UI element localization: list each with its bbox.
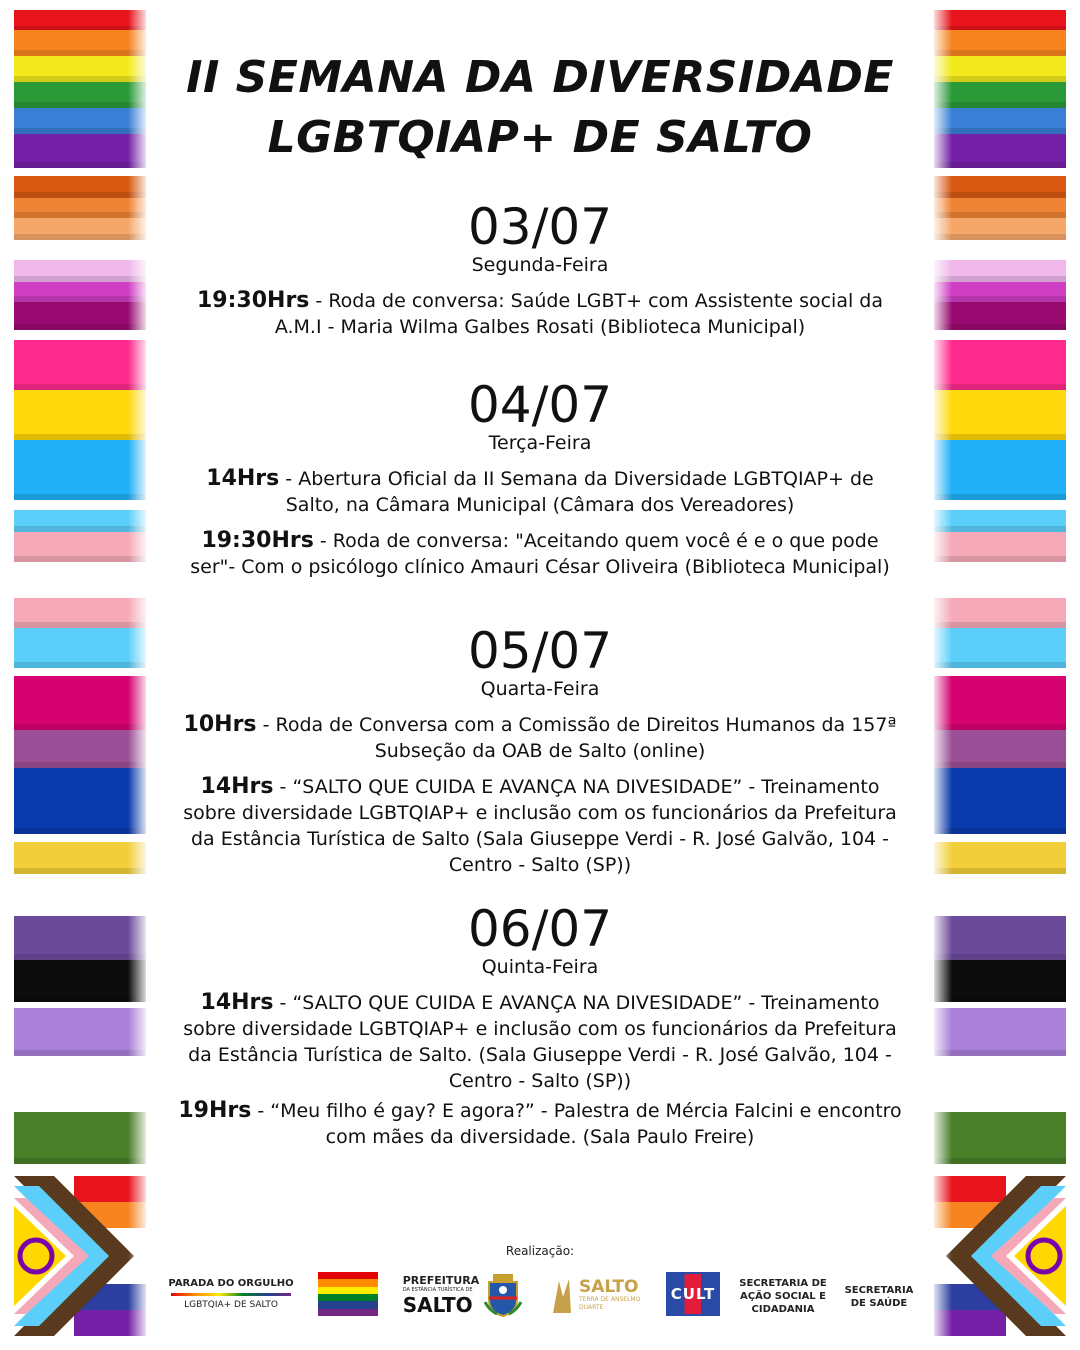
event-description: - Roda de Conversa com a Comissão de Direitos Humanos da 157ª Subseção da OAB de Salto (online)	[256, 714, 897, 762]
lesbian-stripe-5	[934, 282, 1066, 302]
rainbow-green-stripe	[14, 82, 146, 108]
left-border-shade	[128, 0, 148, 1350]
secretaria-saude-logo	[842, 1280, 916, 1314]
event-day-3-2	[178, 774, 902, 878]
footer-realizacao-label: Realização:	[505, 1244, 575, 1258]
rainbow-blue-stripe	[14, 108, 146, 134]
lesbian-stripe-6	[934, 302, 1066, 330]
event-day-3-1	[178, 712, 902, 764]
bi-pink-stripe	[14, 676, 146, 730]
date-day-4: 06/07	[467, 900, 613, 958]
poster-title-line-2: LGBTQIAP+ DE SALTO	[267, 112, 813, 163]
acao-social-text: SECRETARIA DE AÇÃO SOCIAL E CIDADANIA	[739, 1277, 827, 1315]
weekday-day-4: Quinta-Feira	[481, 956, 599, 978]
ace-green-stripe	[14, 1112, 146, 1164]
left-flag-border	[0, 0, 148, 1350]
lesbian-stripe-1	[934, 176, 1066, 198]
bi-purple-stripe	[934, 730, 1066, 768]
rainbow-yellow-stripe	[934, 56, 1066, 82]
right-border-shade	[932, 0, 952, 1350]
pan-yellow-stripe	[934, 390, 1066, 440]
weekday-day-3: Quarta-Feira	[480, 678, 600, 700]
salto-bird-icon	[549, 1275, 575, 1315]
rainbow-yellow-stripe	[14, 56, 146, 82]
progress-pride-chevron-left	[14, 1176, 146, 1336]
nb-purple-stripe	[934, 916, 1066, 960]
coat-of-arms-icon	[483, 1272, 523, 1318]
event-day-4-2	[178, 1098, 902, 1150]
lesbian-stripe-3	[14, 218, 146, 240]
date-day-3: 05/07	[467, 622, 613, 680]
salto-word: SALTO	[579, 1277, 639, 1297]
poster-title-line-1: II SEMANA DA DIVERSIDADE	[186, 52, 894, 103]
rainbow-orange-stripe	[14, 30, 146, 56]
parada-orgulho-logo	[166, 1270, 296, 1318]
event-time: 14Hrs	[200, 990, 274, 1015]
pan-pink-stripe	[14, 340, 146, 390]
event-description: - “SALTO QUE CUIDA E AVANÇA NA DIVESIDADE” - Treinamento sobre diversidade LGBTQIAP+ e inclusão com os funcionários da Prefeitura da Estância Turística de Salto. (Sala Giuseppe Verdi - R. José Galvão, 104 - Centro - Salto (SP))	[183, 992, 897, 1092]
event-time: 14Hrs	[206, 466, 280, 491]
event-description: - “SALTO QUE CUIDA E AVANÇA NA DIVESIDADE” - Treinamento sobre diversidade LGBTQIAP+ e inclusão com os funcionários da Prefeitura da Estância Turística de Salto (Sala Giuseppe Verdi - R. José Galvão, 104 - Centro - Salto (SP))	[183, 776, 897, 876]
pan-pink-stripe	[934, 340, 1066, 390]
trans-blue-stripe-2	[934, 628, 1066, 668]
prefeitura-word: PREFEITURA	[402, 1273, 480, 1287]
pan-blue-stripe	[934, 440, 1066, 500]
lesbian-stripe-1	[14, 176, 146, 198]
event-day-2-2	[178, 528, 902, 580]
event-day-1-1	[178, 288, 902, 340]
nb-yellow-stripe	[934, 842, 1066, 874]
rainbow-blue-stripe	[934, 108, 1066, 134]
rainbow-underline	[171, 1293, 291, 1296]
lesbian-stripe-5	[14, 282, 146, 302]
bi-purple-stripe	[14, 730, 146, 768]
event-time: 19:30Hrs	[197, 288, 310, 313]
ace-lilac-stripe	[14, 1008, 146, 1056]
saude-text: SECRETARIA DE SAÚDE	[844, 1285, 914, 1309]
date-day-2: 04/07	[467, 376, 613, 434]
event-description: - Roda de conversa: Saúde LGBT+ com Assistente social da A.M.I - Maria Wilma Galbes Rosati (Biblioteca Municipal)	[274, 290, 883, 338]
weekday-day-1: Segunda-Feira	[471, 254, 609, 276]
cult-logo	[666, 1272, 720, 1316]
salto-terra-logo	[548, 1272, 644, 1318]
prefeitura-salto-word: SALTO	[402, 1292, 473, 1317]
ace-green-stripe	[934, 1112, 1066, 1164]
pan-blue-stripe	[14, 440, 146, 500]
secretaria-acao-social-logo	[738, 1274, 828, 1318]
bi-blue-stripe	[14, 768, 146, 834]
lesbian-stripe-4	[14, 260, 146, 282]
event-day-4-1	[178, 990, 902, 1094]
lesbian-stripe-4	[934, 260, 1066, 282]
trans-pink-stripe-2	[14, 598, 146, 628]
trans-blue-stripe-2	[14, 628, 146, 668]
aclub-rainbow-logo	[318, 1272, 378, 1316]
bi-blue-stripe	[934, 768, 1066, 834]
event-day-2-1	[178, 466, 902, 518]
date-day-1: 03/07	[467, 198, 613, 256]
event-time: 10Hrs	[183, 712, 257, 737]
parada-logo-line-1: PARADA DO ORGULHO	[168, 1277, 294, 1289]
trans-blue-stripe-1	[14, 510, 146, 532]
rainbow-purple-stripe	[14, 134, 146, 168]
bi-pink-stripe	[934, 676, 1066, 730]
nb-purple-stripe	[14, 916, 146, 960]
rainbow-purple-stripe	[934, 134, 1066, 168]
lesbian-stripe-2	[14, 198, 146, 218]
parada-logo-line-2: LGBTQIA+ DE SALTO	[184, 1299, 278, 1310]
cult-banner	[668, 1274, 718, 1314]
trans-pink-stripe-2	[934, 598, 1066, 628]
lesbian-stripe-6	[14, 302, 146, 330]
nb-yellow-stripe	[14, 842, 146, 874]
event-description: - Abertura Oficial da II Semana da Diversidade LGBTQIAP+ de Salto, na Câmara Municipal (Câmara dos Vereadores)	[279, 468, 874, 516]
rainbow-red-stripe	[934, 10, 1066, 32]
rainbow-orange-stripe	[934, 30, 1066, 56]
lesbian-stripe-2	[934, 198, 1066, 218]
prefeitura-salto-logo	[400, 1270, 526, 1320]
progress-pride-chevron-right	[934, 1176, 1066, 1336]
nb-black-stripe	[14, 960, 146, 1002]
poster-content	[148, 0, 932, 1350]
ace-lilac-stripe	[934, 1008, 1066, 1056]
rainbow-green-stripe	[934, 82, 1066, 108]
prefeitura-subtitle: DA ESTÂNCIA TURÍSTICA DE	[402, 1286, 473, 1293]
event-time: 19:30Hrs	[201, 528, 314, 553]
trans-pink-stripe-1	[14, 532, 146, 562]
cult-word: CULT	[670, 1285, 716, 1303]
nb-black-stripe	[934, 960, 1066, 1002]
trans-pink-stripe-1	[934, 532, 1066, 562]
event-time: 14Hrs	[200, 774, 274, 799]
rainbow-flag-icon	[318, 1272, 378, 1316]
lesbian-stripe-3	[934, 218, 1066, 240]
event-description: - Roda de conversa: "Aceitando quem você é e o que pode ser"- Com o psicólogo clínico Amauri César Oliveira (Biblioteca Municipal)	[190, 530, 890, 578]
event-description: - “Meu filho é gay? E agora?” - Palestra de Mércia Falcini e encontro com mães da diversidade. (Sala Paulo Freire)	[251, 1100, 902, 1148]
event-time: 19Hrs	[178, 1098, 252, 1123]
pan-yellow-stripe	[14, 390, 146, 440]
right-flag-border	[932, 0, 1080, 1350]
salto-tagline: TERRA DE ANSELMO DUARTE	[579, 1296, 641, 1311]
weekday-day-2: Terça-Feira	[488, 432, 592, 454]
trans-blue-stripe-1	[934, 510, 1066, 532]
rainbow-red-stripe	[14, 10, 146, 32]
